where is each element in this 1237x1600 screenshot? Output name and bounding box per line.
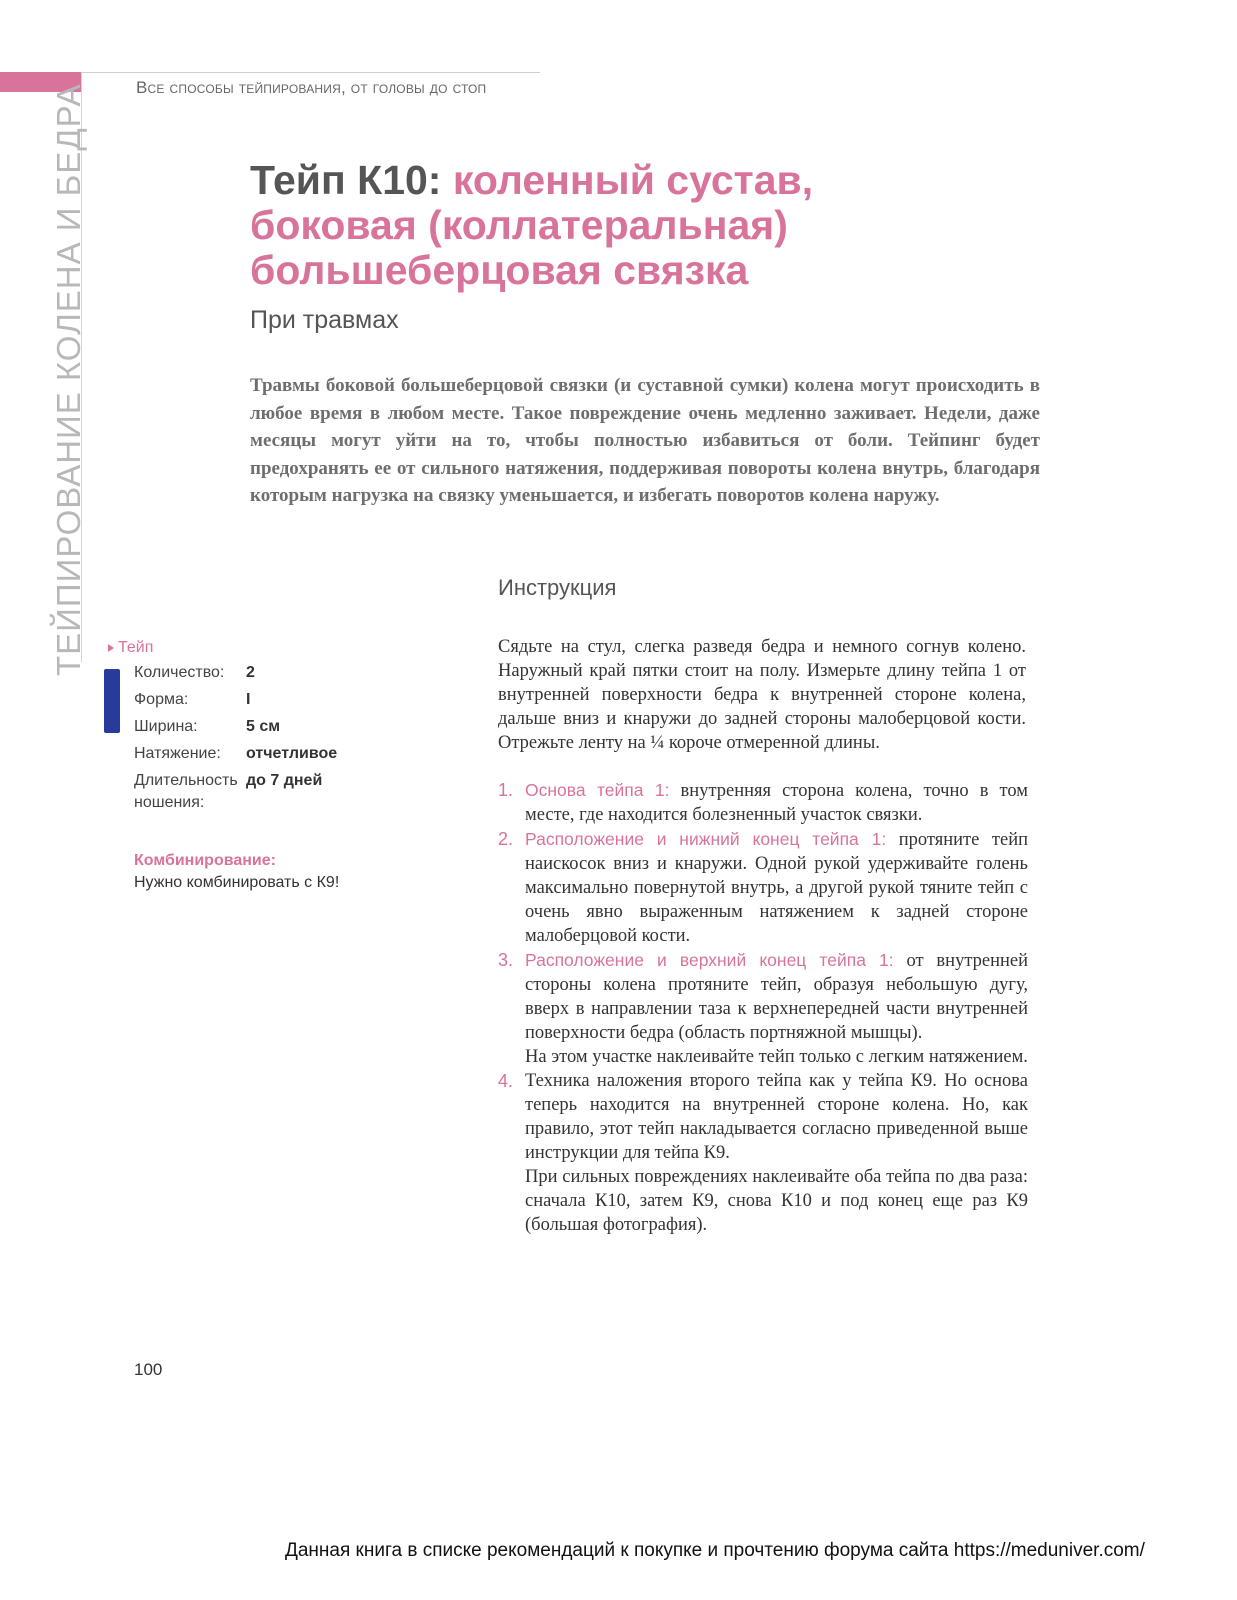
step-number: 3. [498,950,514,970]
step-text: Техника наложения второго тейпа как у тейпа К9. Но основа теперь находится на внутренней стороне колена. Но, как правило, этот тейп накладывается согласно приведенной выше инструкции для тейпа К9. [525,1071,1028,1163]
instruction-steps [498,778,1028,1237]
combination-text: Нужно комбинировать с К9! [134,874,340,891]
step-extra: При сильных повреждениях наклеивайте оба тейпа по два раза: сначала К10, затем К9, снова К10 и под конец еще раз К9 (большая фотография). [525,1167,1028,1235]
tape-info-table [134,662,337,814]
intro-paragraph: Травмы боковой большеберцовой связки (и суставной сумки) колена могут происходить в любое время в любом месте. Такое повреждение очень медленно заживает. Недели, даже месяцы могут уйти на то, чтобы полностью избавиться от боли. Тейпинг будет предохранять ее от сильного натяжения, поддерживая повороты колена внутрь, благодаря которым нагрузка на связку уменьшается, и избегать поворотов колена наружу. [250,375,1040,506]
step-lead: Расположение и нижний конец тейпа 1: [525,829,887,849]
tape-color-marker [104,669,120,733]
step-text: протяните тейп наискосок вниз и кнаружи. Одной рукой удерживайте голень максимально повернутой внутрь, а другой рукой тяните тейп с очень явно выраженным натяжением к задней стороне малоберцовой кости. [525,830,1028,946]
tape-key: Форма: [134,691,189,708]
tape-row [134,716,337,743]
tape-key: Натяжение: [134,745,221,762]
page-subtitle: При травмах [250,306,399,334]
step-text: внутренняя сторона колена, точно в том месте, где находится болезненный участок связки. [525,781,1029,825]
step-lead: Основа тейпа 1: [525,780,670,800]
tape-row [134,743,337,770]
header-rule [82,72,540,73]
step-number: 2. [498,829,514,849]
step-item [498,1069,1028,1237]
tape-value: до 7 дней [246,772,323,789]
step-item [498,948,1028,1069]
tape-value: 2 [246,664,255,681]
title-line-2: боковая (коллатеральная) [250,202,788,248]
instruction-heading: Инструкция [498,575,617,600]
tape-info-box [108,636,368,660]
step-extra: На этом участке наклеивайте тейп только с легким натяжением. [525,1047,1028,1067]
title-prefix: Тейп К10: [250,157,453,203]
step-number: 1. [498,780,514,800]
page-number: 100 [134,1360,163,1379]
tape-row [134,689,337,716]
tape-key: Количество: [134,664,225,681]
tape-value: I [246,691,251,708]
tape-heading: Тейп [108,636,368,660]
tape-value: 5 см [246,718,281,735]
step-text: от внутренней стороны колена протяните тейп, образуя небольшую дугу, вверх в направлении таза к верхнепередней части внутренней поверхности бедра (область портняжной мышцы). [525,951,1028,1043]
step-lead: Расположение и верхний конец тейпа 1: [525,950,894,970]
tape-value: отчетливое [246,745,338,762]
title-line-3: большеберцовая связка [250,247,749,293]
step-item [498,778,1028,827]
tape-key: Ширина: [134,718,198,735]
footer-note: Данная книга в списке рекомендаций к покупке и прочтению форума сайта https://meduniver.com/ [285,1540,1145,1561]
page-title [250,158,970,293]
combination-label: Комбинирование: [134,852,276,869]
title-line-1: коленный сустав, [452,157,814,203]
instruction-body: Сядьте на стул, слегка разведя бедра и немного согнув колено. Наружный край пятки стоит на полу. Измерьте длину тейпа 1 от внутренней поверхности бедра к внутренней стороне колена, дальше вниз и кнаружи до задней стороны малоберцовой кости. Отрежьте ленту на ¼ короче отмеренной длины. [498,637,1026,753]
step-number: 4. [498,1071,514,1091]
tape-row [134,770,337,814]
section-vertical-title: ТЕЙПИРОВАНИЕ КОЛЕНА И БЕДРА [50,83,87,676]
running-head: Все способы тейпирования, от головы до стоп [136,78,487,97]
step-item [498,827,1028,948]
tape-key: Длительность ношения: [134,772,238,811]
tape-row [134,662,337,689]
